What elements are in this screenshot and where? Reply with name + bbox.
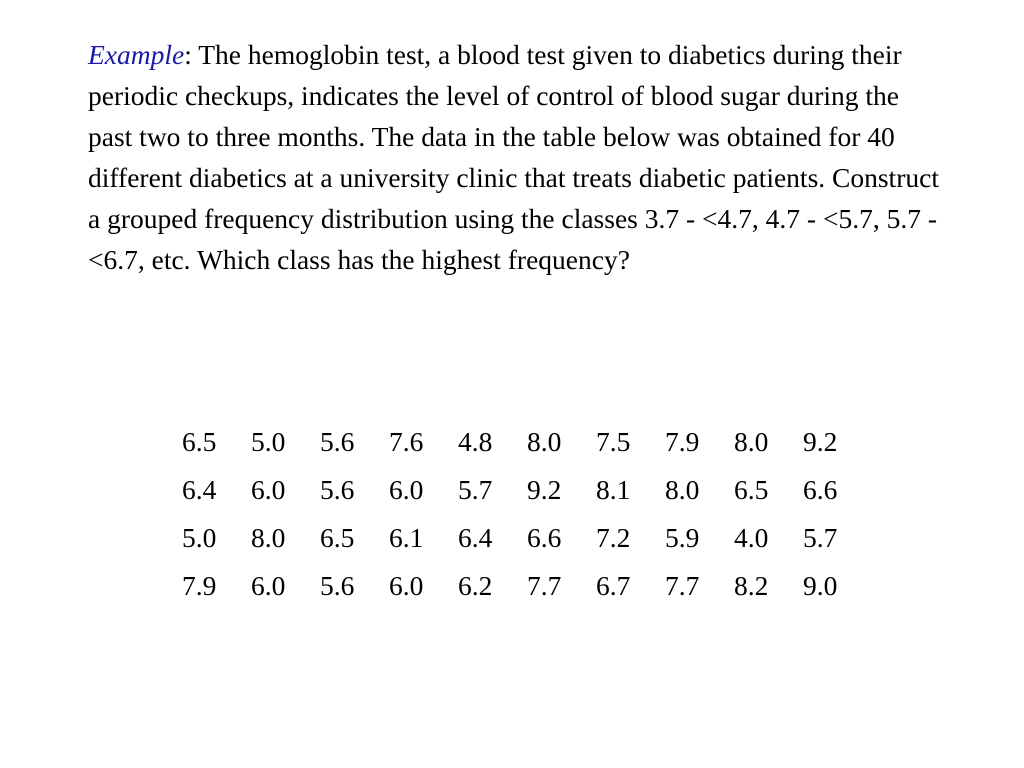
table-cell: 8.1 xyxy=(596,474,631,505)
table-cell: 7.6 xyxy=(389,426,424,457)
table-cell: 5.7 xyxy=(458,474,493,505)
table-cell: 9.0 xyxy=(803,570,838,601)
table-cell: 4.8 xyxy=(458,426,493,457)
data-table-body xyxy=(182,418,872,610)
table-cell: 7.9 xyxy=(182,570,217,601)
problem-statement xyxy=(88,34,948,280)
table-cell: 6.0 xyxy=(251,570,286,601)
table-row xyxy=(182,514,872,562)
table-cell: 6.6 xyxy=(527,522,562,553)
table-cell: 5.6 xyxy=(320,426,355,457)
table-cell: 6.4 xyxy=(458,522,493,553)
table-cell: 7.2 xyxy=(596,522,631,553)
table-cell: 5.9 xyxy=(665,522,700,553)
table-cell: 8.0 xyxy=(527,426,562,457)
table-cell: 9.2 xyxy=(527,474,562,505)
table-cell: 8.0 xyxy=(251,522,286,553)
hemoglobin-data-table xyxy=(182,418,872,610)
table-cell: 6.0 xyxy=(389,474,424,505)
table-cell: 6.0 xyxy=(389,570,424,601)
table-row xyxy=(182,562,872,610)
table-cell: 5.6 xyxy=(320,474,355,505)
table-cell: 8.2 xyxy=(734,570,769,601)
table-cell: 9.2 xyxy=(803,426,838,457)
table-cell: 6.5 xyxy=(320,522,355,553)
table-cell: 6.5 xyxy=(734,474,769,505)
table-row xyxy=(182,418,872,466)
table-cell: 8.0 xyxy=(734,426,769,457)
table-cell: 6.4 xyxy=(182,474,217,505)
problem-text: : The hemoglobin test, a blood test given to diabetics during their periodic checkups, indicates the level of control of blood sugar during the past two to three months. The data in the table below was obtained for 40 different diabetics at a university clinic that treats diabetic patients. Construct a grouped frequency distribution using the classes 3.7 - <4.7, 4.7 - <5.7, 5.7 - <6.7, etc. Which class has the highest frequency? xyxy=(88,39,939,275)
table-cell: 4.0 xyxy=(734,522,769,553)
table-cell: 6.5 xyxy=(182,426,217,457)
table-cell: 6.6 xyxy=(803,474,838,505)
table-cell: 6.1 xyxy=(389,522,424,553)
table-row xyxy=(182,466,872,514)
table-cell: 6.0 xyxy=(251,474,286,505)
example-label: Example xyxy=(88,39,185,70)
table-cell: 5.0 xyxy=(251,426,286,457)
table-cell: 6.2 xyxy=(458,570,493,601)
table-cell: 7.7 xyxy=(665,570,700,601)
table-cell: 7.7 xyxy=(527,570,562,601)
table-cell: 5.0 xyxy=(182,522,217,553)
table-cell: 7.9 xyxy=(665,426,700,457)
table-cell: 5.7 xyxy=(803,522,838,553)
table-cell: 5.6 xyxy=(320,570,355,601)
table-cell: 6.7 xyxy=(596,570,631,601)
table-cell: 8.0 xyxy=(665,474,700,505)
table-cell: 7.5 xyxy=(596,426,631,457)
